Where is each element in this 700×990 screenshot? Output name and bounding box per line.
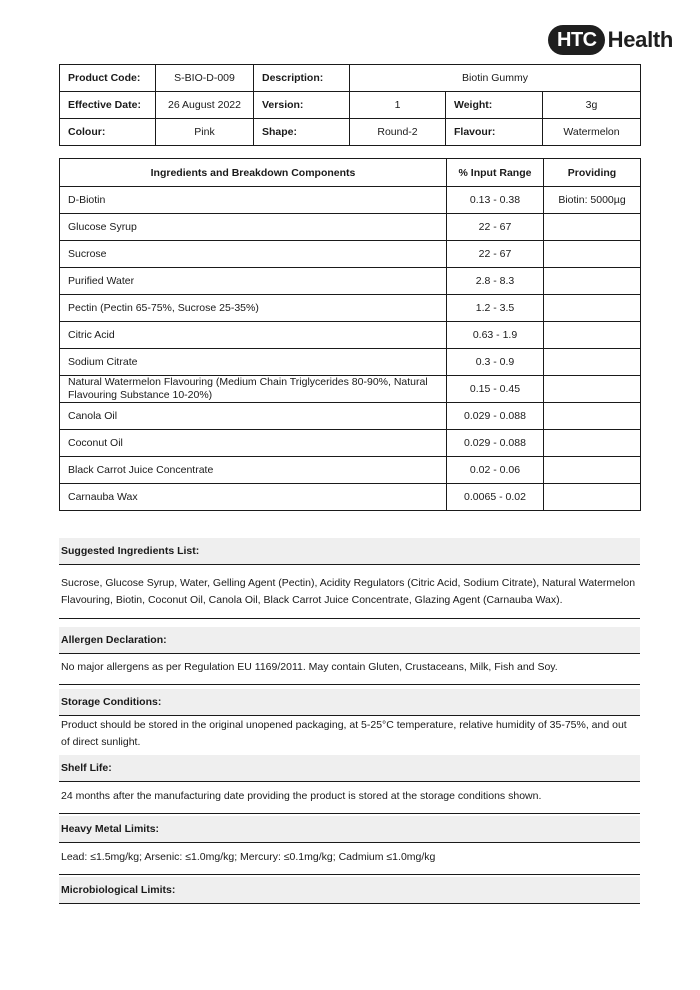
allergen-text: No major allergens as per Regulation EU 1169/2011. May contain Gluten, Crustaceans, Milk, Fish and Soy. [59,654,640,685]
shape-value: Round-2 [350,119,446,146]
product-code-label: Product Code: [60,65,156,92]
ingredient-name: Citric Acid [60,322,447,349]
ingredient-providing [544,241,641,268]
ingredient-row [60,376,641,403]
ingredient-row [60,322,641,349]
effective-date-value: 26 August 2022 [156,92,254,119]
ingredient-range: 0.0065 - 0.02 [447,484,544,511]
ingredient-name: Sodium Citrate [60,349,447,376]
ingredient-providing [544,268,641,295]
header-ingredients: Ingredients and Breakdown Components [60,159,447,187]
ingredient-row [60,295,641,322]
storage-title: Storage Conditions: [59,689,640,716]
ingredient-providing [544,403,641,430]
ingredient-range: 2.8 - 8.3 [447,268,544,295]
ingredients-table [59,158,641,511]
ingredient-row [60,403,641,430]
ingredient-range: 0.3 - 0.9 [447,349,544,376]
allergen-section [59,627,640,685]
suggested-ingredients-section [59,538,640,619]
ingredient-name: Carnauba Wax [60,484,447,511]
heavy-metal-title: Heavy Metal Limits: [59,816,640,843]
ingredient-name: Black Carrot Juice Concentrate [60,457,447,484]
ingredient-row [60,457,641,484]
ingredients-header-row [60,159,641,187]
ingredient-providing [544,376,641,403]
effective-date-label: Effective Date: [60,92,156,119]
ingredient-providing: Biotin: 5000µg [544,187,641,214]
ingredient-range: 0.13 - 0.38 [447,187,544,214]
ingredient-providing [544,484,641,511]
ingredient-providing [544,214,641,241]
shelf-life-text: 24 months after the manufacturing date providing the product is stored at the storage conditions shown. [59,782,640,814]
ingredient-range: 22 - 67 [447,214,544,241]
storage-text: Product should be stored in the original unopened packaging, at 5-25°C temperature, relative humidity of 35-75%, and out of direct sunlight. [59,716,640,757]
microbiological-section [59,877,640,904]
product-code-value: S-BIO-D-009 [156,65,254,92]
ingredient-name: Canola Oil [60,403,447,430]
ingredient-providing [544,322,641,349]
suggested-ingredients-text: Sucrose, Glucose Syrup, Water, Gelling Agent (Pectin), Acidity Regulators (Citric Acid, Sodium Citrate), Natural Watermelon Flavouring, Biotin, Coconut Oil, Canola Oil, Black Carrot Juice Concentrate, Glazing Agent (Carnauba Wax). [59,565,640,619]
logo-mark: HTC [548,25,605,55]
htc-health-logo [548,24,673,56]
suggested-ingredients-title: Suggested Ingredients List: [59,538,640,565]
ingredient-row [60,214,641,241]
flavour-value: Watermelon [543,119,641,146]
microbiological-title: Microbiological Limits: [59,877,640,904]
ingredient-name: Sucrose [60,241,447,268]
storage-section [59,689,640,757]
ingredient-range: 1.2 - 3.5 [447,295,544,322]
weight-label: Weight: [446,92,543,119]
ingredient-range: 0.63 - 1.9 [447,322,544,349]
info-row [60,119,641,146]
ingredient-providing [544,295,641,322]
info-row [60,65,641,92]
ingredient-range: 0.02 - 0.06 [447,457,544,484]
description-label: Description: [254,65,350,92]
version-value: 1 [350,92,446,119]
product-info-table [59,64,641,146]
shelf-life-title: Shelf Life: [59,755,640,782]
ingredient-row [60,187,641,214]
ingredient-providing [544,430,641,457]
ingredient-providing [544,457,641,484]
logo-wordmark: Health [607,27,674,52]
version-label: Version: [254,92,350,119]
info-row [60,92,641,119]
ingredient-providing [544,349,641,376]
heavy-metal-text: Lead: ≤1.5mg/kg; Arsenic: ≤1.0mg/kg; Mercury: ≤0.1mg/kg; Cadmium ≤1.0mg/kg [59,843,640,875]
ingredient-row [60,349,641,376]
ingredient-name: Pectin (Pectin 65-75%, Sucrose 25-35%) [60,295,447,322]
header-providing: Providing [544,159,641,187]
ingredient-name: Natural Watermelon Flavouring (Medium Chain Triglycerides 80-90%, Natural Flavouring Substance 10-20%) [60,376,447,403]
ingredient-range: 0.15 - 0.45 [447,376,544,403]
colour-value: Pink [156,119,254,146]
ingredient-row [60,268,641,295]
ingredient-range: 0.029 - 0.088 [447,430,544,457]
ingredient-range: 0.029 - 0.088 [447,403,544,430]
ingredient-row [60,430,641,457]
ingredient-name: Coconut Oil [60,430,447,457]
ingredient-name: Glucose Syrup [60,214,447,241]
description-value: Biotin Gummy [350,65,641,92]
ingredient-row [60,484,641,511]
header-input-range: % Input Range [447,159,544,187]
colour-label: Colour: [60,119,156,146]
shape-label: Shape: [254,119,350,146]
ingredient-range: 22 - 67 [447,241,544,268]
heavy-metal-section [59,816,640,875]
flavour-label: Flavour: [446,119,543,146]
ingredient-row [60,241,641,268]
shelf-life-section [59,755,640,814]
allergen-title: Allergen Declaration: [59,627,640,654]
ingredient-name: Purified Water [60,268,447,295]
ingredient-name: D-Biotin [60,187,447,214]
weight-value: 3g [543,92,641,119]
